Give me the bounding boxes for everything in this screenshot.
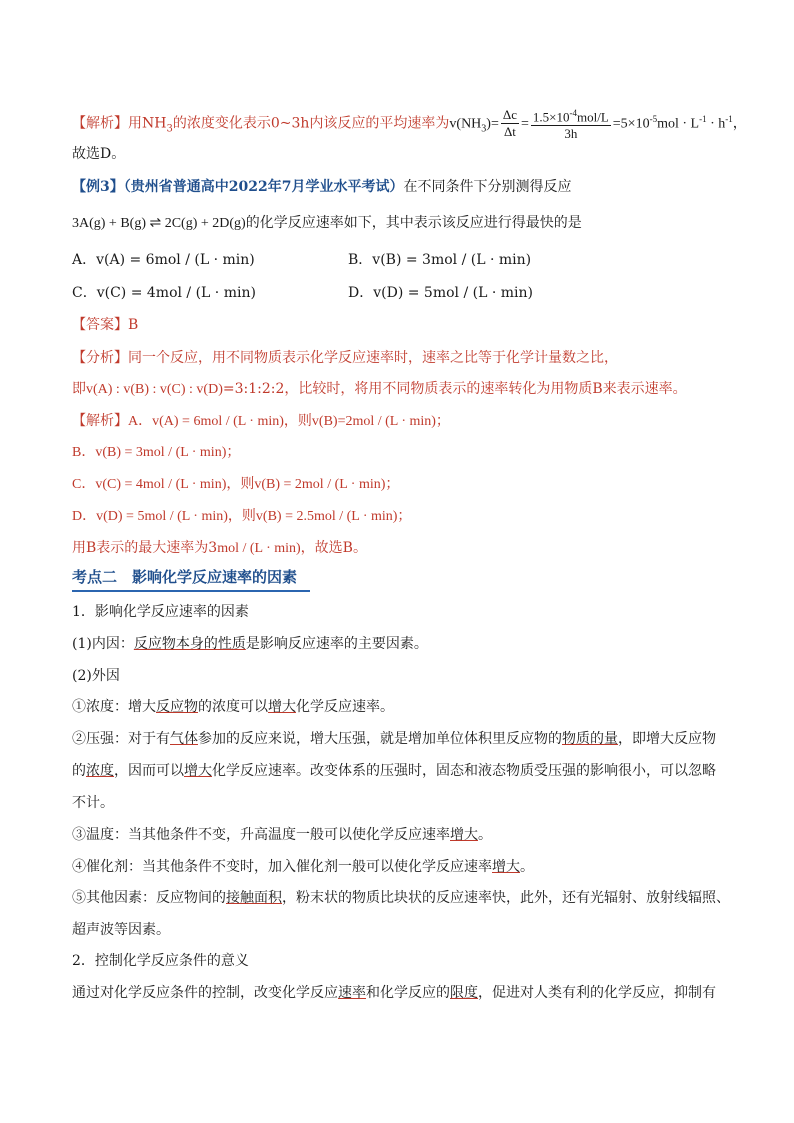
- jiexi1-text-a: 用NH: [128, 115, 167, 132]
- cat-b: 。: [520, 859, 534, 875]
- analysis-text2: =3:1:2:2，比较时，将用不同物质表示的速率转化为用物质B来表示速率。: [222, 381, 687, 397]
- inner-a: (1)内因：: [72, 636, 134, 652]
- press2-a: 的: [72, 763, 86, 779]
- other-b: ，粉末状的物质比块状的反应速率快，此外，还有光辐射、放射线辐照、: [282, 890, 730, 906]
- press2-u1: 浓度: [86, 763, 114, 779]
- conc-u1: 反应物: [156, 699, 198, 715]
- conc-a: ①浓度：增大: [72, 699, 156, 715]
- answer-line: [72, 315, 138, 335]
- ctrl-a: 通过对化学反应条件的控制，改变化学反应: [72, 985, 338, 1001]
- analysis-line1: [72, 348, 618, 368]
- option-d: D．v(D) = 5mol / (L · min): [348, 285, 533, 301]
- jiexi2-c-line: C．v(C) = 4mol / (L · min)，则v(B) = 2mol / (L · min)；: [72, 477, 400, 492]
- inner-cause-line: [72, 634, 428, 654]
- ctrl-u2: 限度: [450, 985, 478, 1001]
- result-end: ，: [732, 115, 747, 132]
- result-b: mol · L: [657, 116, 700, 132]
- other-a: ⑤其他因素：反应物间的: [72, 890, 226, 906]
- concentration-line: [72, 697, 394, 717]
- result-exp-h: -1: [725, 114, 733, 124]
- temp-u: 增大: [450, 827, 478, 843]
- conc-u2: 增大: [268, 699, 296, 715]
- frac2-num-exp: -4: [569, 107, 577, 118]
- conc-c: 化学反应速率。: [296, 699, 394, 715]
- example3-source: （贵州省普通高中2022年7月学业水平考试）: [123, 179, 404, 195]
- answer-tag: 【答案】: [72, 317, 128, 333]
- equation-suffix: 的化学反应速率如下，其中表示该反应进行得最快的是: [245, 215, 582, 231]
- frac-dc-dt: [501, 107, 519, 140]
- other-factors-line1: [72, 888, 730, 908]
- conc-b: 的浓度可以: [198, 699, 268, 715]
- result-c: · h: [706, 116, 726, 132]
- section2-h1: 1．影响化学反应速率的因素: [72, 604, 249, 620]
- result-exp-l: -1: [699, 114, 707, 124]
- ctrl-u1: 速率: [338, 985, 366, 1001]
- pressure-line3: 不计。: [72, 795, 114, 811]
- option-a: A．v(A) = 6mol / (L · min): [72, 252, 255, 268]
- eq-sign: =: [521, 116, 529, 132]
- ctrl-c: ，促进对人类有利的化学反应，抑制有: [478, 985, 716, 1001]
- cat-a: ④催化剂：当其他条件不变时，加入催化剂一般可以使化学反应速率: [72, 859, 492, 875]
- outer-cause-line: (2)外因: [72, 668, 120, 684]
- reaction-equation: 3A(g) + B(g) ⇌ 2C(g) + 2D(g): [72, 216, 246, 231]
- answer-value: B: [128, 317, 139, 333]
- jiexi2-d-line: D．v(D) = 5mol / (L · min)，则v(B) = 2.5mol / (L · min)；: [72, 509, 412, 524]
- jiexi1-line: [72, 104, 747, 144]
- press-b: 参加的反应来说，增大压强，就是增加单位体积里反应物的: [198, 731, 562, 747]
- jiexi2-final-a: 用B表示的最大速率为3: [72, 540, 218, 556]
- jiexi2-a-line: [72, 411, 450, 432]
- jiexi1-text-b: 的浓度变化表示0~3h内该反应的平均速率为: [172, 115, 450, 132]
- example3-line: [72, 177, 571, 197]
- result-exp: -5: [649, 114, 658, 124]
- analysis-tag: 【分析】: [72, 350, 128, 366]
- frac1-den: Δt: [503, 124, 516, 140]
- cat-u: 增大: [492, 859, 520, 875]
- v-nh3-sub: 3: [481, 123, 487, 135]
- jiexi1-line2: 故选D。: [72, 146, 126, 162]
- press-u1: 气体: [170, 731, 198, 747]
- other-factors-line2: 超声波等因素。: [72, 922, 170, 938]
- press-u2: 物质的量: [562, 731, 618, 747]
- section2-h2: 2．控制化学反应条件的意义: [72, 953, 249, 969]
- frac2-den: 3h: [564, 126, 578, 142]
- frac2-num: [531, 105, 611, 126]
- frac2-num-b: mol/L: [577, 109, 609, 125]
- frac-value: [531, 105, 611, 142]
- example3-tag: 【例3】: [72, 179, 124, 195]
- catalyst-line: [72, 857, 534, 877]
- option-c: C．v(C) = 4mol / (L · min): [72, 285, 256, 301]
- frac2-num-a: 1.5×10: [532, 109, 570, 125]
- jiexi2-final-line: [72, 538, 367, 559]
- press-c: ，即增大反应物: [618, 731, 716, 747]
- inner-u: 反应物本身的性质: [133, 636, 246, 652]
- option-b: B．v(B) = 3mol / (L · min): [348, 252, 532, 268]
- v-nh3-close: )=: [486, 116, 499, 132]
- jiexi2-a: A．v(A) = 6mol / (L · min)，则v(B)=2mol / (L · min)；: [128, 414, 450, 429]
- temperature-line: [72, 825, 492, 845]
- jiexi2-final-b: mol / (L · min): [217, 541, 301, 556]
- jiexi1-tag: 【解析】: [72, 115, 128, 132]
- jiexi1-sub: 3: [166, 123, 173, 135]
- analysis-line2: [72, 379, 687, 400]
- press-a: ②压强：对于有: [72, 731, 170, 747]
- jiexi2-b-line: B．v(B) = 3mol / (L · min)；: [72, 445, 241, 460]
- ctrl-b: 和化学反应的: [366, 985, 450, 1001]
- v-nh3: v(NH: [449, 116, 482, 132]
- analysis-text1: 同一个反应，用不同物质表示化学反应速率时，速率之比等于化学计量数之比，: [128, 350, 618, 366]
- control-line: [72, 983, 716, 1003]
- pressure-line2: [72, 761, 716, 781]
- press2-u2: 增大: [184, 763, 212, 779]
- press2-c: 化学反应速率。改变体系的压强时，固态和液态物质受压强的影响很小，可以忽略: [212, 763, 716, 779]
- jiexi2-final-c: ，故选B。: [300, 540, 367, 556]
- inner-b: 是影响反应速率的主要因素。: [245, 636, 428, 652]
- jiexi2-tag: 【解析】: [72, 413, 128, 429]
- press2-b: ，因而可以: [114, 763, 184, 779]
- analysis-ratio: 即v(A) : v(B) : v(C) : v(D): [72, 382, 223, 397]
- other-u: 接触面积: [226, 890, 282, 906]
- temp-b: 。: [478, 827, 492, 843]
- example3-text: 在不同条件下分别测得反应: [403, 179, 572, 195]
- frac1-num: Δc: [502, 107, 517, 123]
- pressure-line1: [72, 729, 716, 749]
- example3-equation-line: [72, 213, 582, 234]
- section2-title: 考点二 影响化学反应速率的因素: [72, 566, 310, 592]
- result-a: =5×10: [612, 116, 650, 132]
- temp-a: ③温度：当其他条件不变，升高温度一般可以使化学反应速率: [72, 827, 450, 843]
